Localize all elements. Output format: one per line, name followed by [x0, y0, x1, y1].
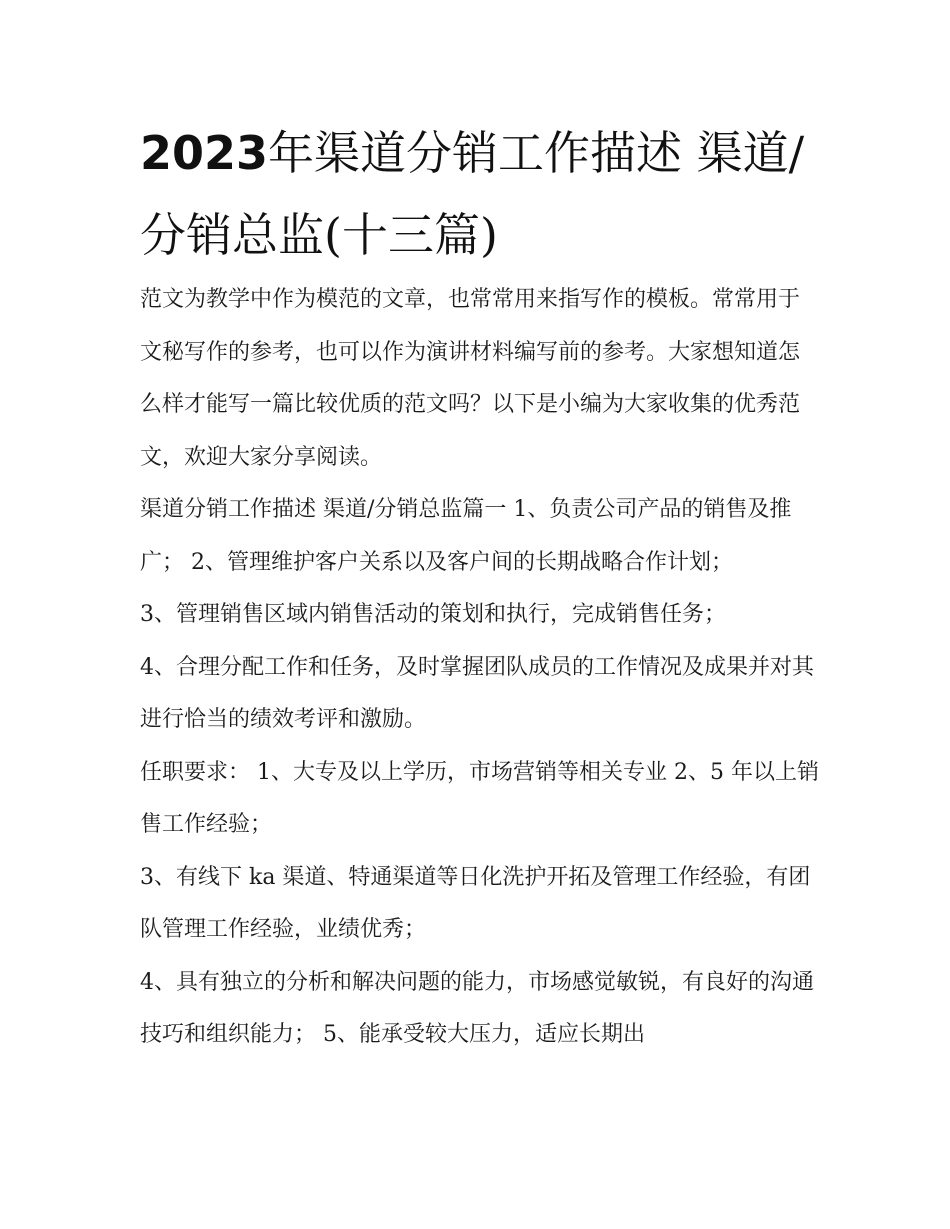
paragraph-requirement-3: 3、有线下 ka 渠道、特通渠道等日化洗护开拓及管理工作经验，有团队管理工作经验，业绩优秀； [140, 864, 811, 942]
paragraph-duty-3: 3、管理销售区域内销售活动的策划和执行，完成销售任务； [140, 602, 726, 627]
document-body [140, 274, 820, 1062]
paragraph-requirement-4: 4、具有独立的分析和解决问题的能力，市场感觉敏锐，有良好的沟通技巧和组织能力； 5、能承受较大压力，适应长期出 [140, 969, 814, 1047]
paragraph-intro: 范文为教学中作为模范的文章，也常常用来指写作的模板。常常用于文秘写作的参考，也可以作为演讲材料编写前的参考。大家想知道怎么样才能写一篇比较优质的范文吗？以下是小编为大家收集的优秀范文，欢迎大家分享阅读。 [140, 287, 801, 470]
title-text: 年渠道分销工作描述 渠道/分销总监(十三篇) [140, 126, 805, 262]
paragraph-section-one: 渠道分销工作描述 渠道/分销总监篇一 1、负责公司产品的销售及推广； 2、管理维护客户关系以及客户间的长期战略合作计划； [140, 497, 792, 575]
title-year: 2023 [140, 126, 269, 180]
paragraph-duty-4: 4、合理分配工作和任务，及时掌握团队成员的工作情况及成果并对其进行恰当的绩效考评和激励。 [140, 654, 814, 732]
paragraph-requirements: 任职要求： 1、大专及以上学历，市场营销等相关专业 2、5 年以上销售工作经验； [140, 759, 819, 837]
document-title [140, 112, 820, 276]
